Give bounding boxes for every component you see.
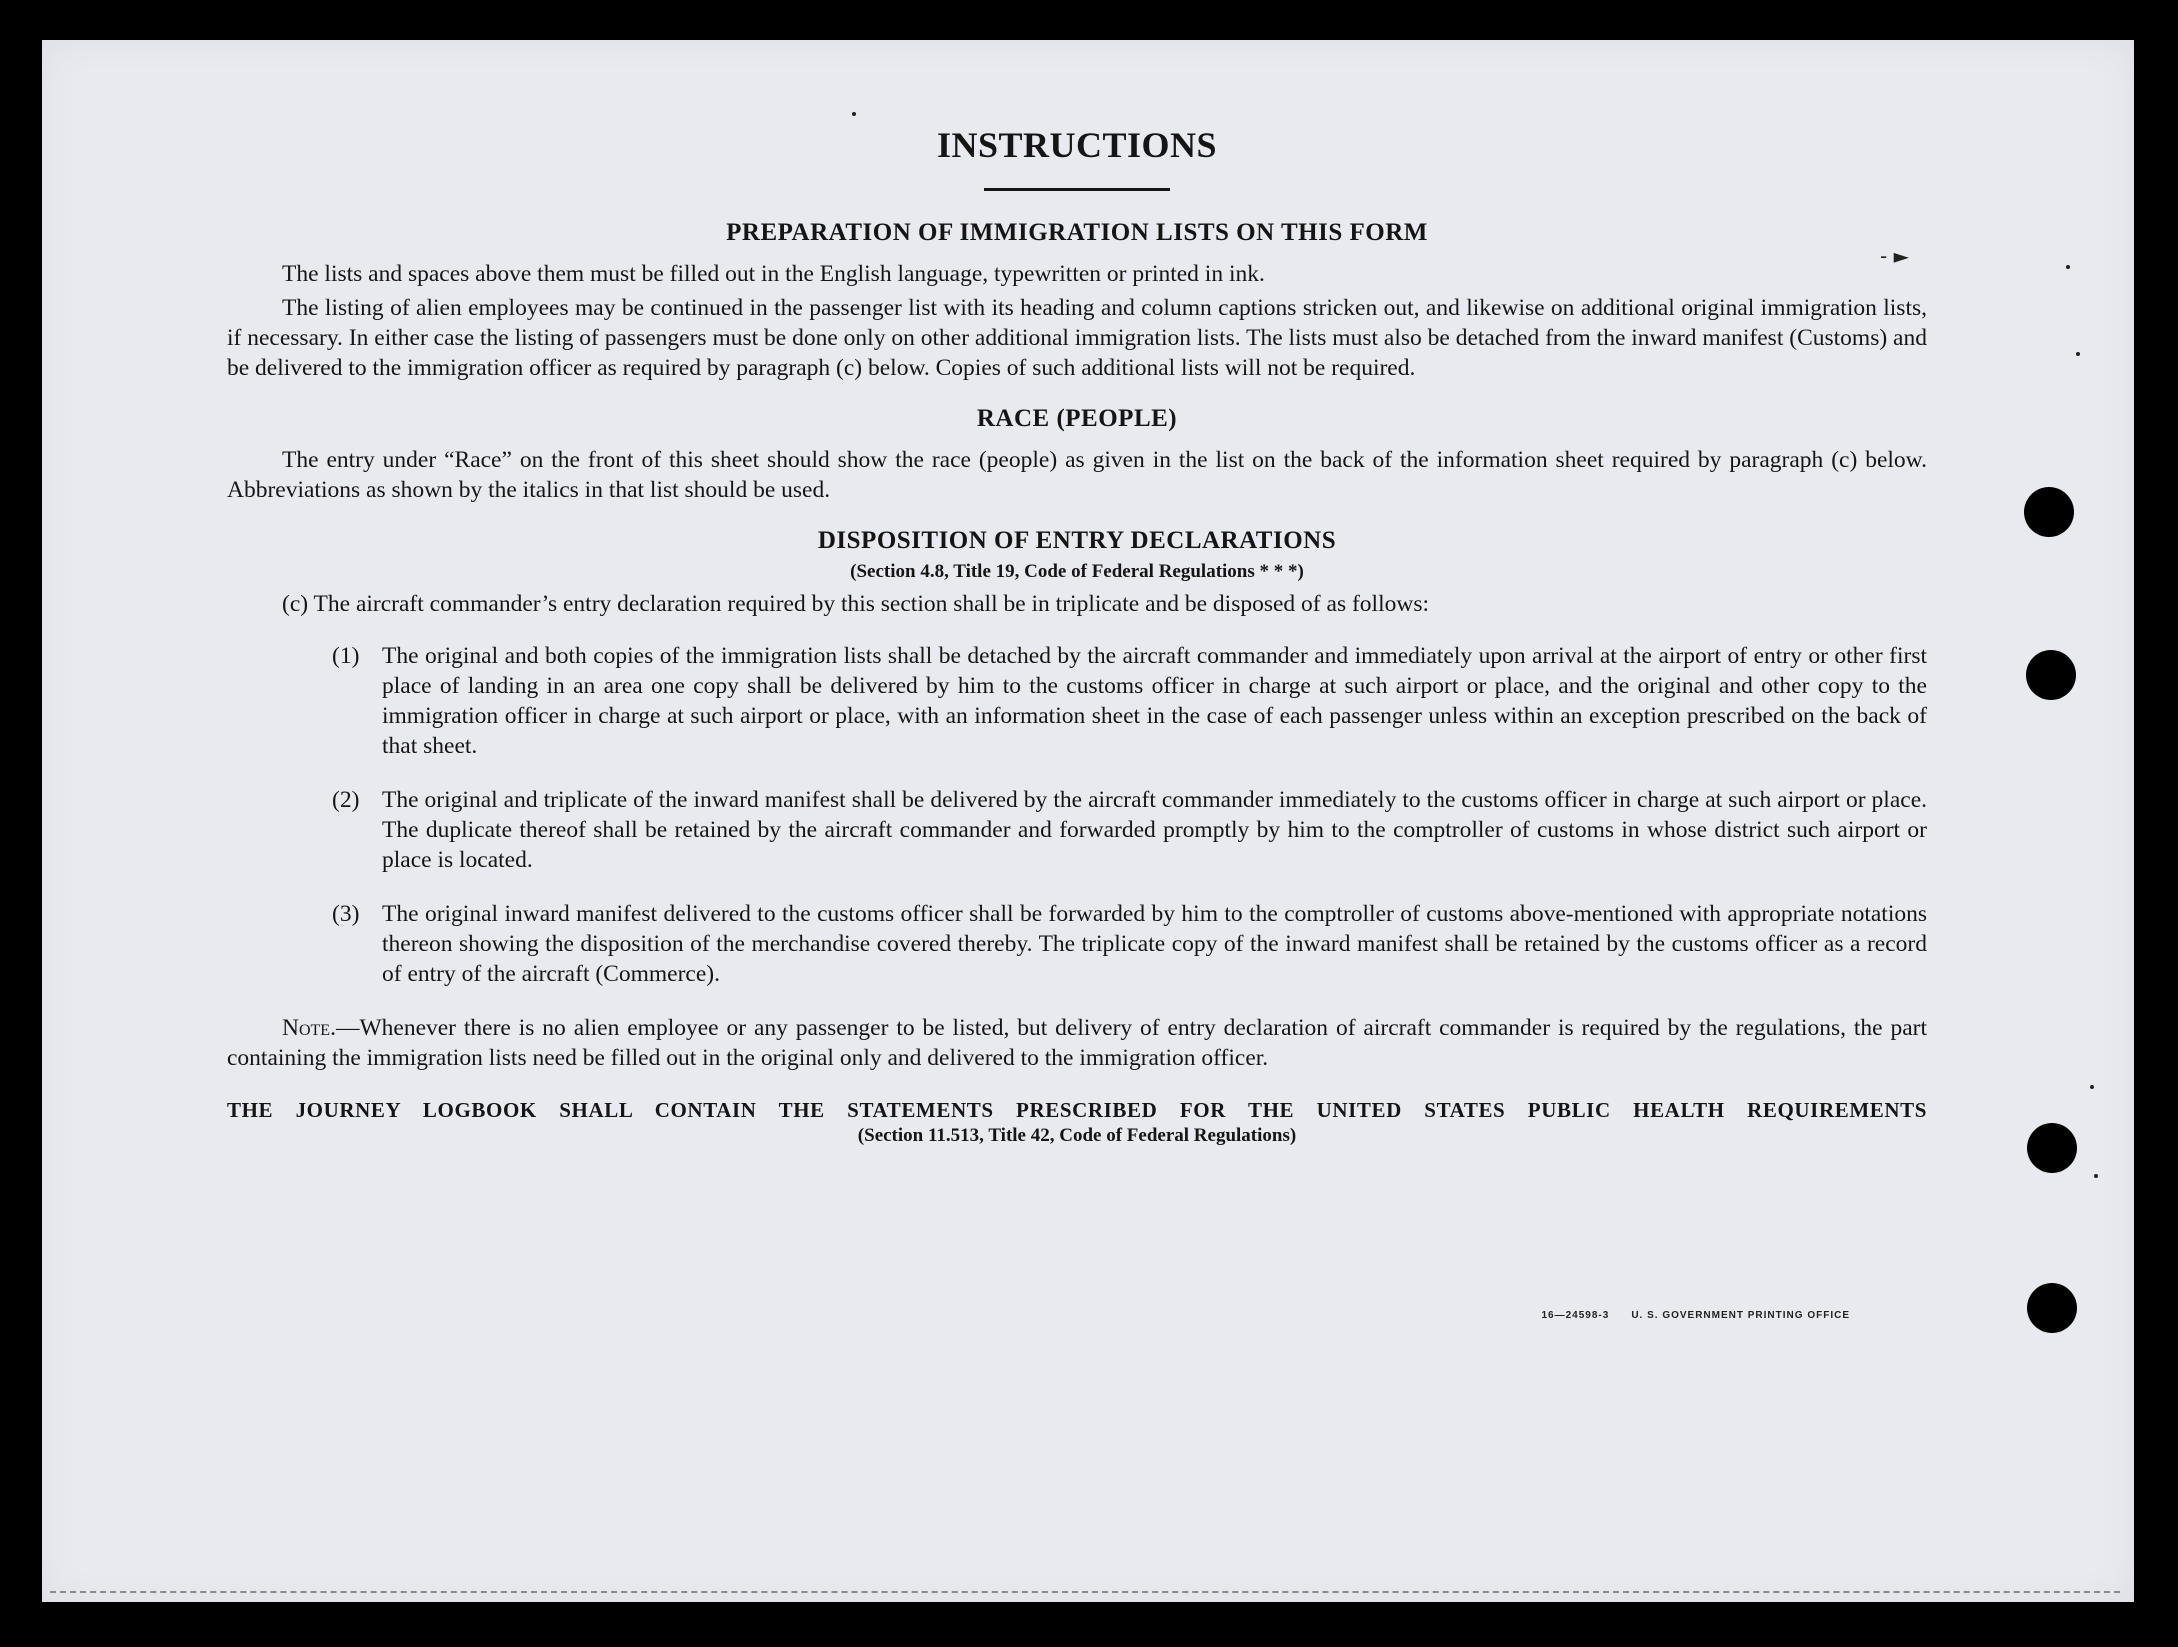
item-number: (3) (332, 901, 360, 927)
disposition-citation: (Section 4.8, Title 19, Code of Federal Regulations * * *) (850, 561, 1304, 582)
print-info (1519, 1310, 1850, 1321)
punch-hole (2026, 650, 2076, 700)
note-paragraph (227, 1013, 1927, 1073)
note-label: Note. (282, 1015, 336, 1041)
item-number: (2) (332, 787, 360, 813)
speck (2090, 1085, 2094, 1089)
item-text: The original inward manifest delivered to the customs officer shall be forwarded by him to the comptroller of customs above-mentioned with appropriate notations thereon showing the disposition of the merchandise covered thereby. The triplicate copy of the inward manifest shall be retained by the customs officer as a record of entry of the aircraft (Commerce). (382, 901, 1927, 987)
section-heading-preparation: PREPARATION OF IMMIGRATION LISTS ON THIS FORM (726, 219, 1428, 246)
logbook-statement: THE JOURNEY LOGBOOK SHALL CONTAIN THE STATEMENTS PRESCRIBED FOR THE UNITED STATES PUBLIC HEALTH REQUIREMENTS (227, 1098, 1927, 1122)
perforation-line (50, 1591, 2120, 1593)
speck (2066, 265, 2070, 269)
punch-hole (2027, 1283, 2077, 1333)
punch-hole (2024, 487, 2074, 537)
preparation-paragraph-1: The lists and spaces above them must be filled out in the English language, typewritten or printed in ink. (282, 261, 1265, 287)
logbook-citation: (Section 11.513, Title 42, Code of Federal Regulations) (857, 1125, 1297, 1146)
speck (2076, 352, 2080, 356)
speck (2094, 1174, 2098, 1178)
disposition-item-2 (332, 785, 1927, 875)
arrow-mark-icon: ‐ ► (1880, 244, 1909, 268)
instructions-content (227, 120, 1927, 1147)
note-text: —Whenever there is no alien employee or any passenger to be listed, but delivery of entry declaration of aircraft commander is required by the regulations, the part containing the immigration lists need be filled out in the original only and delivered to the immigration officer. (227, 1015, 1927, 1071)
punch-hole (2027, 1123, 2077, 1173)
item-text: The original and both copies of the immigration lists shall be detached by the aircraft commander and immediately upon arrival at the airport of entry or other first place of landing in an area one copy shall be delivered by him to the customs officer in charge at such airport or place, and the original and other copy to the immigration officer in charge at such airport or place, with an information sheet in the case of each passenger unless within an exception prescribed on the back of that sheet. (382, 643, 1927, 759)
disposition-item-1 (332, 641, 1927, 761)
printer-credit: U. S. GOVERNMENT PRINTING OFFICE (1631, 1310, 1850, 1321)
item-number: (1) (332, 643, 360, 669)
section-heading-race: RACE (PEOPLE) (976, 405, 1178, 432)
speck (852, 112, 856, 116)
page-title: INSTRUCTIONS (936, 125, 1218, 165)
preparation-paragraph-2: The listing of alien employees may be continued in the passenger list with its heading and column captions stricken out, and likewise on additional original immigration lists, if necessary. In either case the listing of passengers must be done only on other additional immigration lists. The lists must also be detached from the inward manifest (Customs) and be delivered to the immigration officer as required by paragraph (c) below. Copies of such additional lists will not be required. (227, 295, 1927, 381)
race-paragraph: The entry under “Race” on the front of this sheet should show the race (people) as given in the list on the back of the information sheet required by paragraph (c) below. Abbreviations as shown by the italics in that list should be used. (227, 447, 1927, 503)
form-number: 16—24598-3 (1541, 1310, 1610, 1321)
disposition-intro: (c) The aircraft commander’s entry declaration required by this section shall be in triplicate and be disposed of as follows: (282, 591, 1429, 617)
item-text: The original and triplicate of the inward manifest shall be delivered by the aircraft commander immediately to the customs officer in charge at such airport or place. The duplicate thereof shall be retained by the aircraft commander and forwarded promptly by him to the comptroller of customs in whose district such airport or place is located. (382, 787, 1927, 873)
disposition-item-3 (332, 899, 1927, 989)
title-rule (984, 188, 1170, 191)
section-heading-disposition: DISPOSITION OF ENTRY DECLARATIONS (817, 527, 1337, 554)
